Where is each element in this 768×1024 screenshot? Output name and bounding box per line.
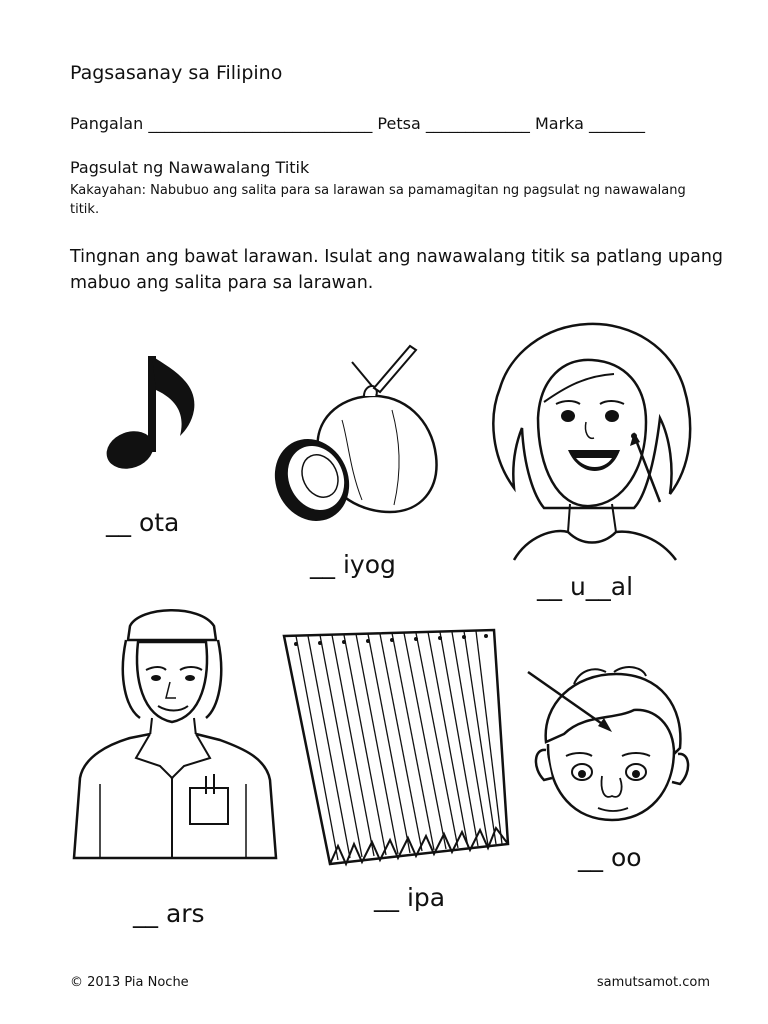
name-blank[interactable]: ____________________________	[148, 114, 378, 133]
name-label: Pangalan	[70, 114, 144, 133]
instructions: Tingnan ang bawat larawan. Isulat ang nawawalang titik sa patlang upang mabuo ang salita para sa larawan.	[70, 247, 724, 293]
score-label: Marka	[534, 114, 584, 133]
date-blank[interactable]: _____________	[425, 114, 535, 133]
date-label: Petsa	[377, 114, 421, 133]
answer-label-nota[interactable]: __ ota	[106, 508, 180, 537]
score-blank[interactable]: _______	[589, 114, 646, 133]
copyright-text: © 2013 Pia Noche	[70, 975, 189, 990]
worksheet-title: Pagsasanay sa Filipino	[70, 62, 283, 84]
answer-label-nipa[interactable]: __ ipa	[374, 883, 446, 912]
boy-head-icon	[524, 664, 694, 824]
nipa-thatch-icon	[282, 624, 516, 874]
nurse-icon	[70, 598, 282, 863]
answer-label-nunal[interactable]: __ u__al	[537, 572, 634, 601]
answer-label-niyog[interactable]: __ iyog	[310, 550, 396, 579]
music-note-icon	[100, 350, 210, 480]
answer-label-noo[interactable]: __ oo	[578, 843, 642, 872]
student-info-line	[70, 114, 645, 133]
section-heading: Pagsulat ng Nawawalang Titik	[70, 158, 310, 177]
coconut-icon	[272, 340, 447, 530]
answer-label-nars[interactable]: __ ars	[133, 899, 205, 928]
skill-description: Kakayahan: Nabubuo ang salita para sa larawan sa pamamagitan ng pagsulat ng nawawalang titik.	[70, 183, 686, 217]
site-link[interactable]: samutsamot.com	[596, 975, 710, 990]
smiling-girl-mole-icon	[484, 318, 698, 563]
